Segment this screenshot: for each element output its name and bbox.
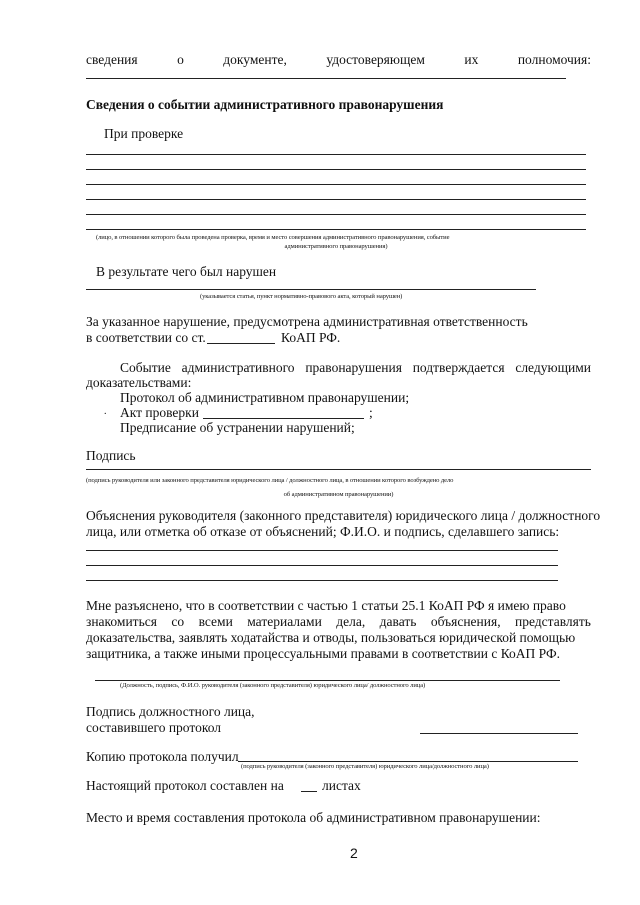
copy-received-label: Копию протокола получил — [86, 749, 239, 764]
official-signature-line-1: Подпись должностного лица, — [86, 704, 255, 719]
evidence-act-label: Акт проверки — [120, 405, 199, 420]
inspection-field-6[interactable] — [86, 229, 586, 230]
inspection-field-2[interactable] — [86, 169, 586, 170]
liability-line-1: За указанное нарушение, предусмотрена административная ответственность — [86, 314, 528, 329]
article-field[interactable] — [207, 343, 275, 344]
liability-line-2-pre: в соответствии со ст. — [86, 330, 206, 345]
copy-received-caption: (подпись руководителя (законного представителя) юридического лица/должностного лица) — [241, 763, 489, 770]
signature-caption-2: об административном правонарушении) — [283, 491, 394, 498]
official-signature-field[interactable] — [420, 733, 578, 734]
evidence-order: Предписание об устранении нарушений; — [120, 420, 355, 435]
rights-line-3: доказательства, заявлять ходатайства и отводы, пользоваться юридической помощью — [86, 630, 576, 645]
inspection-caption-1: (лицо, в отношении которого была проведена проверка, время и место совершения административного правонарушения, событие — [96, 234, 450, 241]
violation-caption: (указывается статья, пункт нормативно-правового акта, который нарушен) — [200, 293, 403, 300]
explanations-line-1: Объяснения руководителя (законного представителя) юридического лица / должностного — [86, 508, 601, 523]
bullet-mark: . — [104, 406, 107, 417]
explanation-field-3[interactable] — [86, 580, 558, 581]
section-title: Сведения о событии административного правонарушения — [86, 97, 444, 112]
inspection-field-4[interactable] — [86, 199, 586, 200]
inspection-caption-2: административного правонарушения) — [284, 243, 388, 250]
sheets-count-field[interactable] — [301, 791, 317, 792]
rights-caption: (Должность, подпись, Ф.И.О. руководителя (законного представителя) юридического лица/ должностного лица) — [120, 682, 426, 689]
rights-line-1: Мне разъяснено, что в соответствии с частью 1 статьи 25.1 КоАП РФ я имею право — [86, 598, 566, 613]
sheets-count-pre: Настоящий протокол составлен на — [86, 778, 284, 793]
evidence-line-1: Событие административного правонарушения подтверждается следующими — [120, 360, 591, 375]
rights-line-2: знакомиться со всеми материалами дела, давать объяснения, представлять — [86, 614, 591, 629]
authority-document-field[interactable] — [86, 78, 566, 79]
liability-line-2-post: КоАП РФ. — [281, 330, 341, 345]
violation-label: В результате чего был нарушен — [96, 264, 277, 279]
explanation-field-1[interactable] — [86, 550, 558, 551]
official-signature-line-2: составившего протокол — [86, 720, 222, 735]
explanation-field-2[interactable] — [86, 565, 558, 566]
inspection-field-5[interactable] — [86, 214, 586, 215]
signature-field[interactable] — [86, 469, 591, 470]
signature-label: Подпись — [86, 448, 136, 463]
page-number: 2 — [350, 845, 358, 861]
place-time-label: Место и время составления протокола об административном правонарушении: — [86, 810, 541, 825]
evidence-protocol: Протокол об административном правонарушении; — [120, 390, 410, 405]
authority-document-line: сведения о документе, удостоверяющем их полномочия: — [86, 52, 591, 67]
rights-line-4: защитника, а также иными процессуальными правами в соответствии с КоАП РФ. — [86, 646, 560, 661]
inspection-label: При проверке — [104, 126, 184, 141]
evidence-line-2: доказательствами: — [86, 375, 192, 390]
act-field[interactable] — [203, 418, 364, 419]
inspection-field-3[interactable] — [86, 184, 586, 185]
sheets-count-post: листах — [322, 778, 361, 793]
inspection-field-1[interactable] — [86, 154, 586, 155]
signature-caption-1: (подпись руководителя или законного представителя юридического лица / должностного лица, в отношении которого возбуждено дело — [86, 477, 454, 484]
violation-field[interactable] — [86, 289, 536, 290]
explanations-line-2: лица, или отметка об отказе от объяснений; Ф.И.О. и подпись, сделавшего запись: — [86, 524, 560, 539]
evidence-act-end: ; — [369, 405, 373, 420]
